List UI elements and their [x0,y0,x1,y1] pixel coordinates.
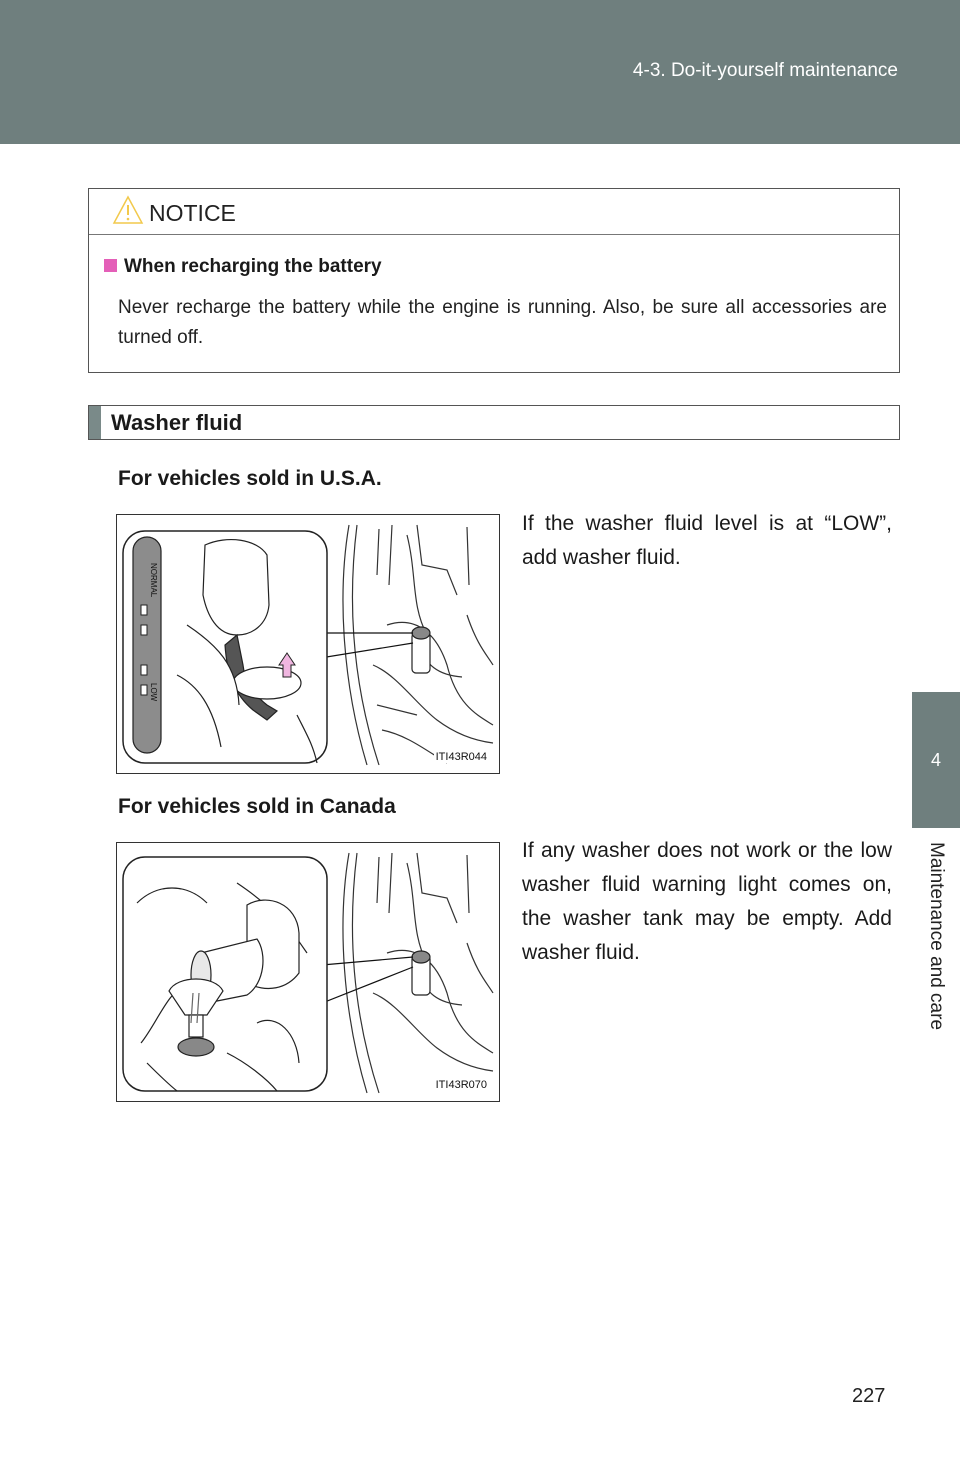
usa-figure [116,514,500,774]
section-label: 4-3. Do-it-yourself maintenance [632,60,898,81]
notice-title: NOTICE [149,200,236,226]
dipstick-low-label: LOW [149,683,158,702]
notice-box [88,188,900,373]
canada-heading: For vehicles sold in Canada [118,795,396,818]
canada-text: If any washer does not work or the low washer fluid warning light comes on, the washer tank may be empty. Add washer fluid. [522,839,892,964]
bullet-square-icon [104,259,117,272]
chapter-tab[interactable] [912,692,960,828]
warning-triangle-icon [112,195,144,225]
canada-figure [116,842,500,1102]
usa-heading: For vehicles sold in U.S.A. [118,467,382,490]
canada-figure-code: ITI43R070 [435,1079,487,1091]
notice-heading-text: When recharging the battery [124,256,382,277]
usa-figure-code: ITI43R044 [435,751,487,763]
section-heading-bar [88,405,900,440]
refill-washer-illustration [117,843,500,1102]
notice-text: Never recharge the battery while the engine is running. Also, be sure all accessories are turned off. [118,297,887,348]
chapter-label: Maintenance and care [926,841,947,1031]
chapter-number: 4 [930,750,941,770]
usa-text: If the washer fluid level is at “LOW”, add washer fluid. [522,512,892,569]
washer-reservoir-illustration [117,515,500,774]
notice-heading [104,256,382,278]
notice-header [89,189,899,235]
section-title: Washer fluid [111,410,243,435]
page-number: 227 [852,1385,886,1407]
section-stripe [89,406,101,439]
dipstick-normal-label: NORMAL [149,563,158,598]
